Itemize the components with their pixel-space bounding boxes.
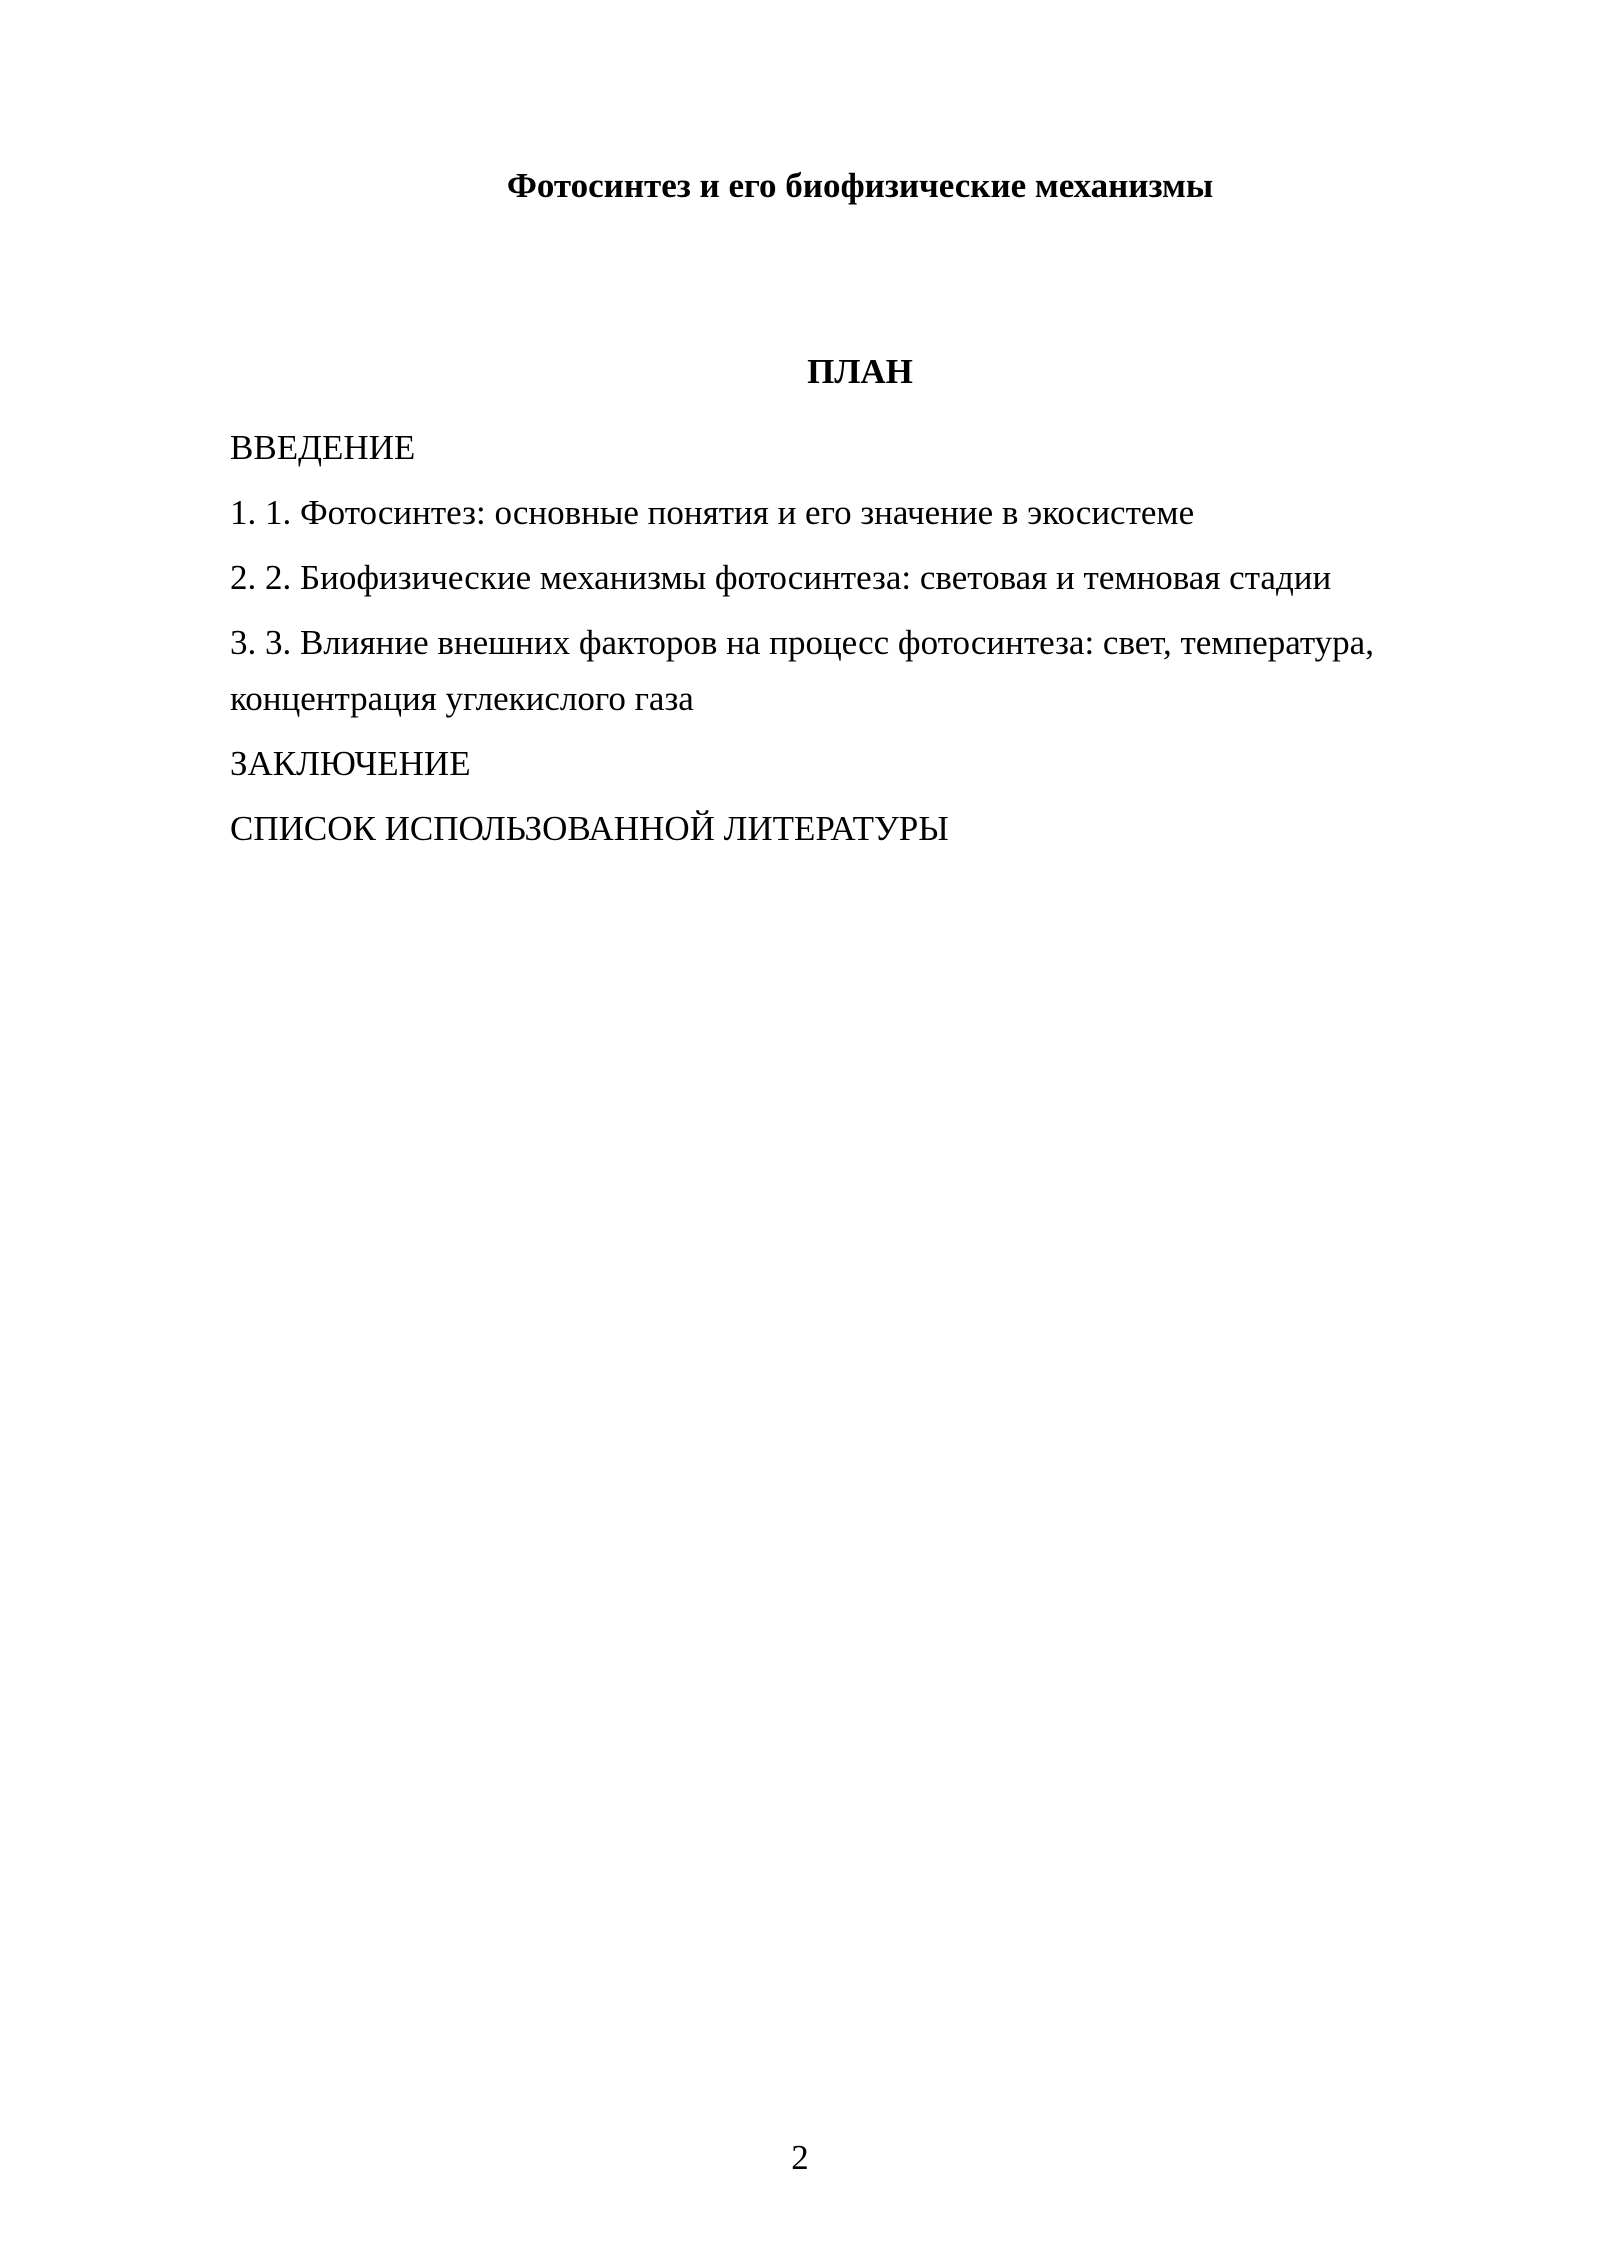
page-number: 2 [791, 2138, 809, 2177]
toc-item-bibliography: СПИСОК ИСПОЛЬЗОВАННОЙ ЛИТЕРАТУРЫ [230, 809, 949, 848]
toc-item-conclusion: ЗАКЛЮЧЕНИЕ [230, 744, 471, 783]
document-title: Фотосинтез и его биофизические механизмы [506, 166, 1214, 205]
toc-item-chapter-3: 3. 3. Влияние внешних факторов на процесс фотосинтеза: свет, температура, концентрация углекислого газа [230, 623, 1374, 718]
table-of-contents [230, 420, 1500, 866]
plan-heading: ПЛАН [807, 352, 913, 391]
toc-item-chapter-1: 1. 1. Фотосинтез: основные понятия и его значение в экосистеме [230, 493, 1195, 532]
toc-item-introduction: ВВЕДЕНИЕ [230, 428, 416, 467]
toc-item-chapter-2: 2. 2. Биофизические механизмы фотосинтеза: световая и темновая стадии [230, 558, 1332, 597]
